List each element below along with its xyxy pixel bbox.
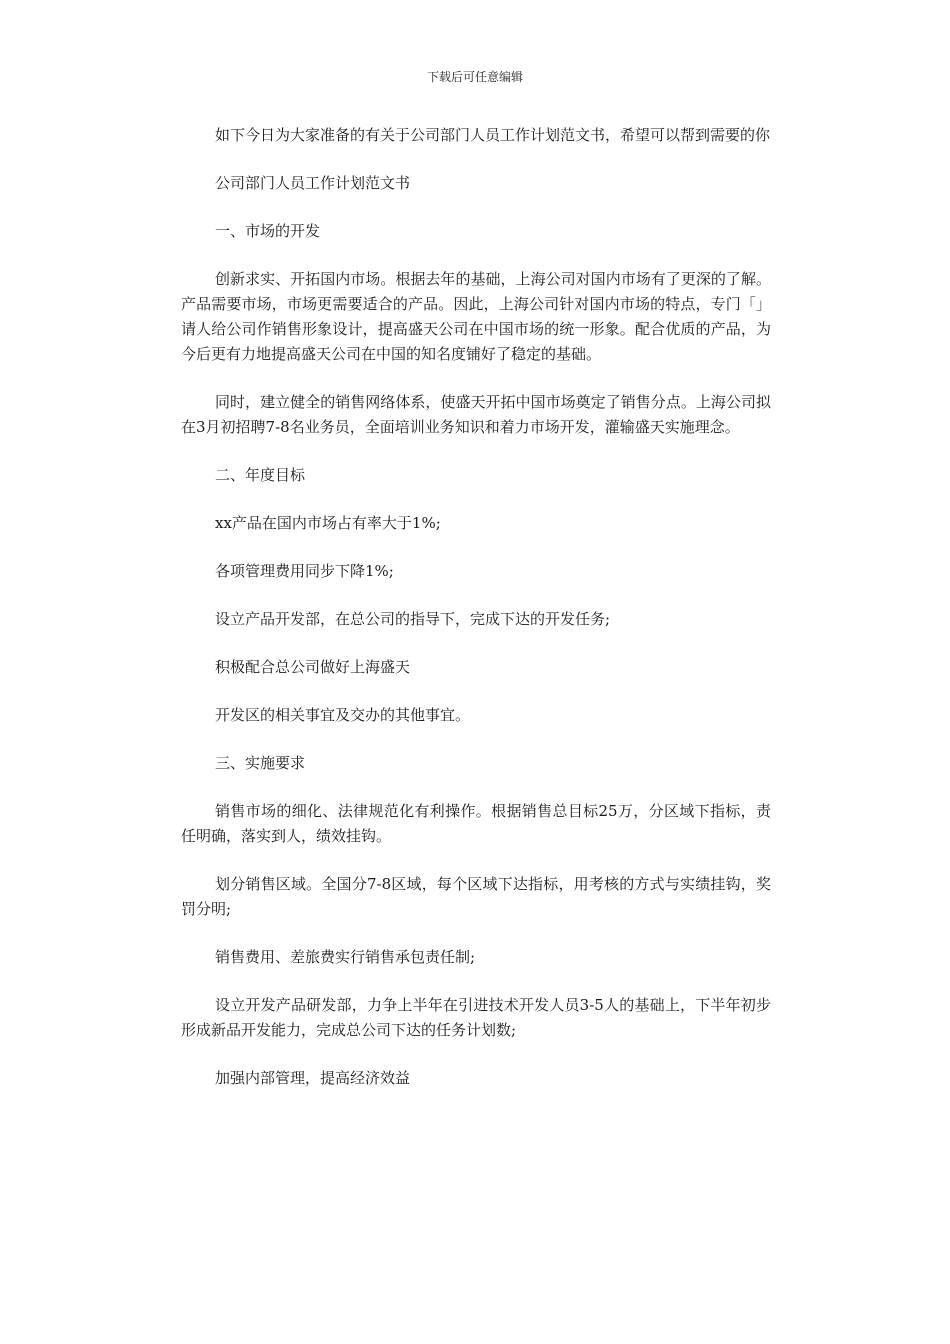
document-body — [181, 123, 771, 1114]
goal-item: 开发区的相关事宜及交办的其他事宜。 — [215, 706, 471, 724]
requirement-item: 划分销售区域。全国分7-8区域，每个区域下达指标，用考核的方式与实绩挂钩，奖罚分明; — [181, 875, 771, 918]
body-paragraph: 创新求实、开拓国内市场。根据去年的基础，上海公司对国内市场有了更深的了解。产品需要市场，市场更需要适合的产品。因此，上海公司针对国内市场的特点，专门「」请人给公司作销售形象设计，提高盛天公司在中国市场的统一形象。配合优质的产品，为今后更有力地提高盛天公司在中国的知名度铺好了稳定的基础。 — [181, 270, 771, 363]
intro-paragraph: 如下今日为大家准备的有关于公司部门人员工作计划范文书，希望可以帮到需要的你 — [215, 126, 771, 144]
requirement-item: 设立开发产品研发部，力争上半年在引进技术开发人员3-5人的基础上，下半年初步形成新品开发能力，完成总公司下达的任务计划数; — [181, 996, 771, 1039]
section-heading-market-development: 一、市场的开发 — [215, 222, 321, 240]
section-heading-implementation: 三、实施要求 — [215, 754, 306, 772]
requirement-item: 销售费用、差旅费实行销售承包责任制; — [215, 948, 476, 966]
goal-item: 各项管理费用同步下降1%; — [215, 562, 394, 580]
goal-item: 设立产品开发部，在总公司的指导下，完成下达的开发任务; — [215, 610, 611, 628]
requirement-item: 销售市场的细化、法律规范化有利操作。根据销售总目标25万，分区域下指标，责任明确，落实到人，绩效挂钩。 — [181, 802, 771, 845]
requirement-item: 加强内部管理，提高经济效益 — [215, 1069, 411, 1087]
section-heading-annual-goals: 二、年度目标 — [215, 466, 306, 484]
body-paragraph: 同时，建立健全的销售网络体系，使盛天开拓中国市场奠定了销售分点。上海公司拟在3月初招聘7-8名业务员，全面培训业务知识和着力市场开发，灌输盛天实施理念。 — [181, 393, 771, 436]
page-header: 下载后可任意编辑 — [426, 70, 523, 84]
goal-item: 积极配合总公司做好上海盛天 — [215, 658, 411, 676]
document-title: 公司部门人员工作计划范文书 — [215, 174, 411, 192]
goal-item: xx产品在国内市场占有率大于1%; — [215, 514, 441, 532]
